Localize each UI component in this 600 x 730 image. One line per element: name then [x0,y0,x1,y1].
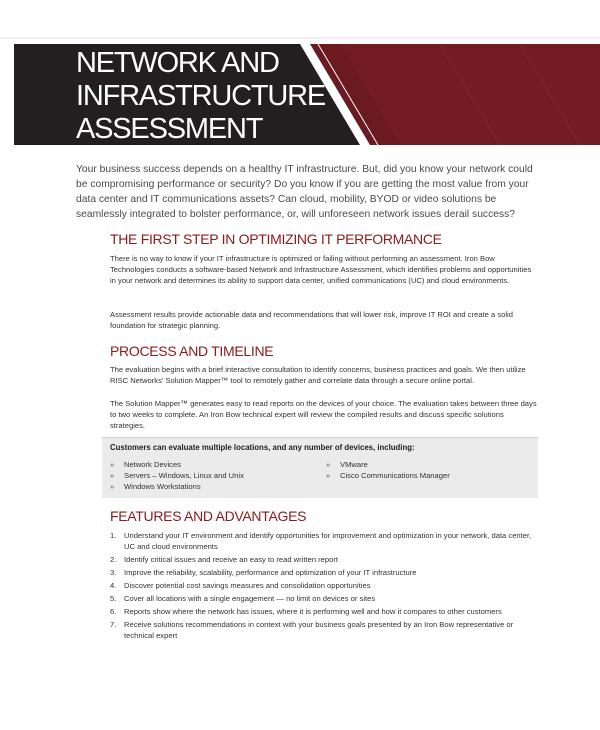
numbered-list-item: 6. Reports show where the network has issues, where it is performing well and how it compares to other customers [110,607,502,616]
numbered-list-item: 2. Identify critical issues and receive an easy to read written report [110,555,338,564]
callout-list-item: » Windows Workstations [110,482,201,491]
callout-list-item: » Cisco Communications Manager [326,471,450,480]
title-line-1: NETWORK AND [76,47,279,79]
callout-title: Customers can evaluate multiple locations, and any number of devices, including: [110,443,415,452]
section1-paragraph-2: Assessment results provide actionable data and recommendations that will lower risk, improve IT ROI and create a solid foundation for strategic planning. [110,310,513,331]
bullet-marker: » [326,460,331,469]
section2-paragraph-1: The evaluation begins with a brief interactive consultation to identify concerns, business practices and goals. We then utilize RISC Networks' Solution Mapper™ tool to remotely gather and correlate data through a secure online portal. [110,365,526,386]
bullet-marker: » [110,460,115,469]
section-heading-first-step: THE FIRST STEP IN OPTIMIZING IT PERFORMANCE [110,231,442,247]
title-banner [0,0,600,146]
section1-paragraph-1: There is no way to know if your IT infrastructure is optimized or failing without performing an assessment. Iron Bow Technologies conducts a software-based Network and Infrastructure Assessment, which identifies problems and opportunities in your network and determines its ability to support data center, unified communications (UC) and cloud environments. [110,254,532,286]
numbered-list-item: 4. Discover potential cost savings measures and consolidation opportunities [110,581,371,590]
bullet-marker: » [326,471,331,480]
numbered-list-item: 5. Cover all locations with a single engagement — no limit on devices or sites [110,594,376,603]
title-line-3: ASSESSMENT [76,113,263,145]
callout-list-item: » Network Devices [110,460,181,469]
numbered-list-item: 7. Receive solutions recommendations in context with your business goals presented by an Iron Bow representative or technical expert [110,620,514,641]
bullet-marker: » [110,482,115,491]
bullet-marker: » [110,471,115,480]
intro-paragraph: Your business success depends on a healthy IT infrastructure. But, did you know your network could be compromising performance or security? Do you know if you are getting the most value from your data center and IT communications assets? Can cloud, mobility, BYOD or video solutions be seamlessly integrated to bolster performance, or, will unforeseen network issues derail success? [76,164,533,220]
section-heading-features: FEATURES AND ADVANTAGES [110,508,307,524]
section2-paragraph-2: The Solution Mapper™ generates easy to read reports on the devices of your choice. The evaluation takes between three days to two weeks to complete. An Iron Bow technical expert will review the compiled results and discuss specific solutions strategies. [110,399,537,431]
numbered-list-item: 1. Understand your IT environment and identify opportunities for improvement and optimization in your network, data center, UC and cloud environments [110,531,532,552]
callout-list-item: » Servers – Windows, Linux and Unix [110,471,244,480]
device-callout-box [102,437,538,498]
numbered-list-item: 3. Improve the reliability, scalability, performance and optimization of your IT infrastructure [110,568,417,577]
section-heading-process: PROCESS AND TIMELINE [110,343,274,359]
callout-list-item: » VMware [326,460,368,469]
title-line-2: INFRASTRUCTURE [76,80,326,112]
